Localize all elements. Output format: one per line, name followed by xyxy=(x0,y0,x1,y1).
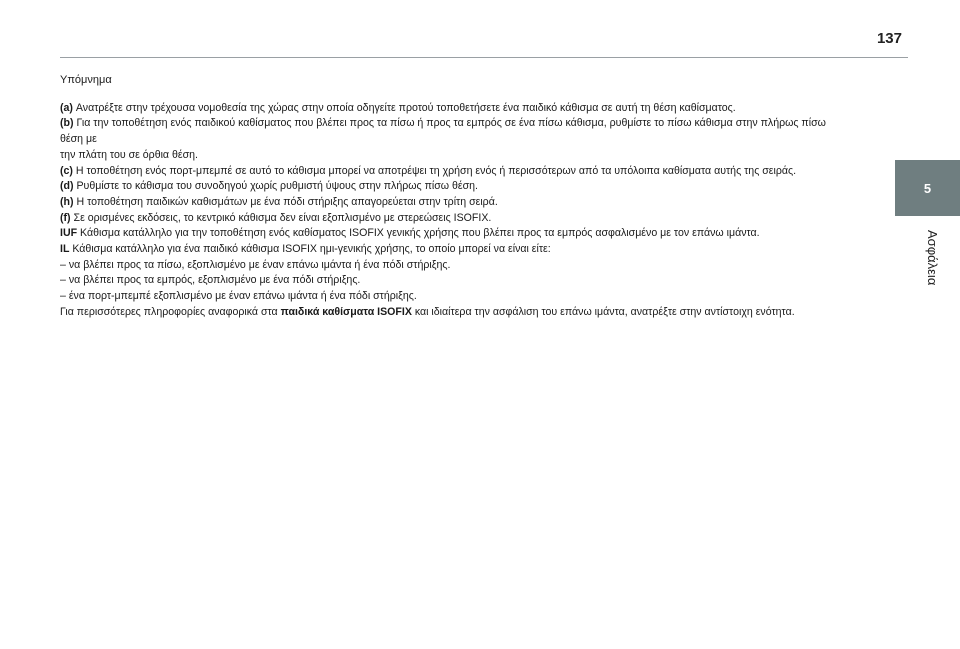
legend-entry xyxy=(60,101,850,117)
entry-text: Κάθισμα κατάλληλο για την τοποθέτηση ενός καθίσματος ISOFIX γενικής χρήσης που βλέπει προς τα εμπρός ασφαλισμένο με τον επάνω ιμάντα. xyxy=(77,227,760,240)
legend-entry xyxy=(60,195,850,211)
chapter-tab[interactable] xyxy=(895,160,960,216)
entry-text: Κάθισμα κατάλληλο για ένα παιδικό κάθισμα ISOFIX ημι-γενικής χρήσης, το οποίο μπορεί να είναι είτε: xyxy=(69,243,551,256)
entry-text: την πλάτη του σε όρθια θέση. xyxy=(60,148,198,161)
legend-entry xyxy=(60,242,850,258)
isofix-reference-link[interactable]: παιδικά καθίσματα ISOFIX xyxy=(280,305,412,318)
entry-text: Ρυθμίστε το κάθισμα του συνοδηγού χωρίς ρυθμιστή ύψους στην πλήρως πίσω θέση. xyxy=(73,180,478,193)
closing-after: και ιδιαίτερα την ασφάλιση του επάνω ιμάντα, ανατρέξτε στην αντίστοιχη ενότητα. xyxy=(411,305,795,318)
closing-before: Για περισσότερες πληροφορίες αναφορικά στα xyxy=(60,305,281,318)
entry-key: (f) xyxy=(60,211,71,224)
entry-key: (a) xyxy=(60,101,73,114)
entry-key: IUF xyxy=(60,227,78,240)
entry-key: (b) xyxy=(60,117,74,130)
header-divider xyxy=(60,57,908,58)
legend-entry xyxy=(60,273,850,289)
entry-key: (h) xyxy=(60,195,74,208)
legend-entry xyxy=(60,289,850,305)
legend-entry xyxy=(60,116,850,147)
page-number: 137 xyxy=(876,30,902,47)
legend-entry xyxy=(60,164,850,180)
entry-text: – να βλέπει προς τα πίσω, εξοπλισμένο με έναν επάνω ιμάντα ή ένα πόδι στήριξης. xyxy=(60,258,451,271)
legend-title: Υπόμνημα xyxy=(60,74,112,86)
legend-entry xyxy=(60,211,850,227)
legend-section xyxy=(60,73,850,321)
legend-entry xyxy=(60,179,850,195)
entry-text: Η τοποθέτηση παιδικών καθισμάτων με ένα πόδι στήριξης απαγορεύεται στην τρίτη σειρά. xyxy=(73,195,498,208)
entry-text: Ανατρέξτε στην τρέχουσα νομοθεσία της χώρας στην οποία οδηγείτε προτού τοποθετήσετε ένα παιδικό κάθισμα σε αυτή τη θέση καθίσματος. xyxy=(72,101,736,114)
entry-key: (c) xyxy=(60,164,73,177)
entry-text: – ένα πορτ-μπεμπέ εξοπλισμένο με έναν επάνω ιμάντα ή ένα πόδι στήριξης. xyxy=(60,290,417,303)
legend-entry xyxy=(60,258,850,274)
entry-key: (d) xyxy=(60,180,74,193)
entry-key: IL xyxy=(60,243,70,256)
legend-entry xyxy=(60,148,850,164)
entry-text: – να βλέπει προς τα εμπρός, εξοπλισμένο με ένα πόδι στήριξης. xyxy=(60,274,361,287)
closing-note xyxy=(60,305,850,321)
entry-text: Για την τοποθέτηση ενός παιδικού καθίσματος που βλέπει προς τα πίσω ή προς τα εμπρός σε ένα πίσω κάθισμα, ρυθμίστε το πίσω κάθισμα στην πλήρως πίσω θέση με xyxy=(60,117,826,146)
chapter-label: Ασφάλεια xyxy=(925,230,940,286)
entry-text: Σε ορισμένες εκδόσεις, το κεντρικό κάθισμα δεν είναι εξοπλισμένο με στερεώσεις ISOFIX. xyxy=(70,211,492,224)
legend-entry xyxy=(60,226,850,242)
chapter-number: 5 xyxy=(923,180,932,196)
entry-text: Η τοποθέτηση ενός πορτ-μπεμπέ σε αυτό το κάθισμα μπορεί να αποτρέψει τη χρήση ενός ή περισσότερων από τα υπόλοιπα καθίσματα αυτής της σειράς. xyxy=(72,164,797,177)
